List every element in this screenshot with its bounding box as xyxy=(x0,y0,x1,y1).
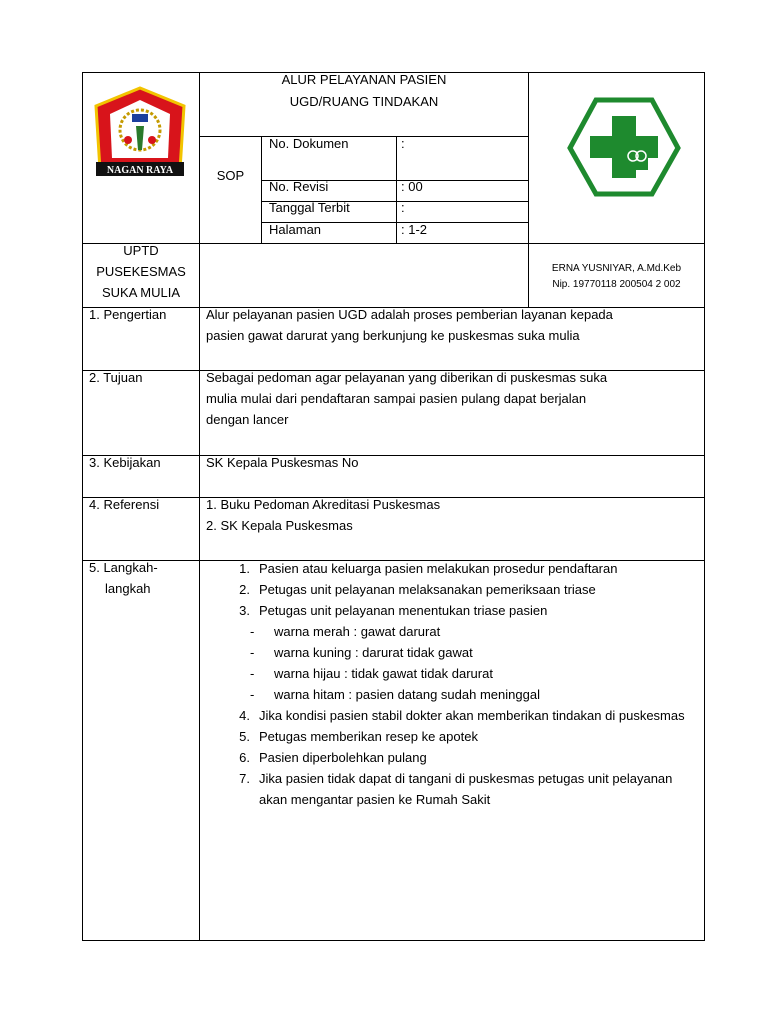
section-label-langkah-2: langkah xyxy=(105,581,151,596)
step-text: Petugas memberikan resep ke apotek xyxy=(259,729,478,744)
triase-text: warna merah : gawat darurat xyxy=(274,624,441,639)
nagan-raya-logo xyxy=(88,84,192,188)
steps-list xyxy=(228,558,698,810)
list-item xyxy=(228,747,698,768)
step-number: 2. xyxy=(239,582,250,597)
org-line-1: UPTD xyxy=(123,243,159,258)
section-label-kebijakan: 3. Kebijakan xyxy=(89,455,161,470)
step-number: 3. xyxy=(239,603,250,618)
triase-dash: - xyxy=(250,687,255,702)
field-label-no-dokumen: No. Dokumen xyxy=(269,136,349,151)
list-item xyxy=(228,579,698,600)
triase-item xyxy=(228,684,698,705)
list-item xyxy=(228,600,698,621)
triase-dash: - xyxy=(250,645,255,660)
section-label-pengertian: 1. Pengertian xyxy=(89,307,167,322)
triase-item xyxy=(228,642,698,663)
referensi-item-1: 1. Buku Pedoman Akreditasi Puskesmas xyxy=(206,497,441,512)
triase-text: warna hijau : tidak gawat tidak darurat xyxy=(274,666,493,681)
step-text: Jika kondisi pasien stabil dokter akan memberikan tindakan di puskesmas xyxy=(259,708,685,723)
section-label-referensi: 4. Referensi xyxy=(89,497,160,512)
org-line-3: SUKA MULIA xyxy=(101,285,181,300)
list-item xyxy=(228,768,698,810)
step-text: Pasien diperbolehkan pulang xyxy=(259,750,427,765)
section-label-tujuan: 2. Tujuan xyxy=(89,370,143,385)
triase-dash: - xyxy=(250,666,255,681)
field-value-halaman: : 1-2 xyxy=(401,222,428,237)
step-number: 1. xyxy=(239,561,250,576)
list-item xyxy=(228,705,698,726)
tujuan-line-2: mulia mulai dari pendaftaran sampai pasien pulang dapat berjalan xyxy=(206,391,587,406)
field-label-tanggal-terbit: Tanggal Terbit xyxy=(269,200,350,215)
triase-item xyxy=(228,663,698,684)
step-number: 5. xyxy=(239,729,250,744)
org-line-2: PUSEKESMAS xyxy=(96,264,186,279)
nagan-raya-logo-text: NAGAN RAYA xyxy=(106,165,174,176)
triase-item xyxy=(228,621,698,642)
section-label-langkah: 5. Langkah- xyxy=(89,560,158,575)
step-text: Pasien atau keluarga pasien melakukan prosedur pendaftaran xyxy=(259,561,618,576)
triase-dash: - xyxy=(250,624,255,639)
step-number: 7. xyxy=(239,771,250,786)
step-text: Jika pasien tidak dapat di tangani di puskesmas petugas unit pelayanan akan mengantar pasien ke Rumah Sakit xyxy=(259,771,673,807)
pengertian-line-1: Alur pelayanan pasien UGD adalah proses pemberian layanan kepada xyxy=(206,307,613,322)
pengertian-line-2: pasien gawat darurat yang berkunjung ke puskesmas suka mulia xyxy=(206,328,580,343)
step-number: 4. xyxy=(239,708,250,723)
puskesmas-logo xyxy=(566,96,682,200)
field-value-tanggal-terbit: : xyxy=(401,200,405,215)
list-item xyxy=(228,726,698,747)
kebijakan-text: SK Kepala Puskesmas No xyxy=(206,455,359,470)
signer-name: ERNA YUSNIYAR, A.Md.Keb xyxy=(551,263,682,274)
field-value-no-revisi: : 00 xyxy=(401,179,423,194)
triase-text: warna hitam : pasien datang sudah meninggal xyxy=(274,687,540,702)
sop-label: SOP xyxy=(216,168,245,183)
list-item xyxy=(228,558,698,579)
field-label-halaman: Halaman xyxy=(269,222,322,237)
tujuan-line-1: Sebagai pedoman agar pelayanan yang diberikan di puskesmas suka xyxy=(206,370,608,385)
step-number: 6. xyxy=(239,750,250,765)
title-line-2: UGD/RUANG TINDAKAN xyxy=(289,94,439,109)
step-text: Petugas unit pelayanan melaksanakan pemeriksaan triase xyxy=(259,582,596,597)
signer-nip: Nip. 19770118 200504 2 002 xyxy=(552,279,681,290)
field-label-no-revisi: No. Revisi xyxy=(269,179,329,194)
field-value-no-dokumen: : xyxy=(401,136,405,151)
step-text: Petugas unit pelayanan menentukan triase pasien xyxy=(259,603,548,618)
tujuan-line-3: dengan lancer xyxy=(206,412,289,427)
referensi-item-2: 2. SK Kepala Puskesmas xyxy=(206,518,353,533)
title-line-1: ALUR PELAYANAN PASIEN xyxy=(281,72,447,87)
triase-text: warna kuning : darurat tidak gawat xyxy=(274,645,473,660)
